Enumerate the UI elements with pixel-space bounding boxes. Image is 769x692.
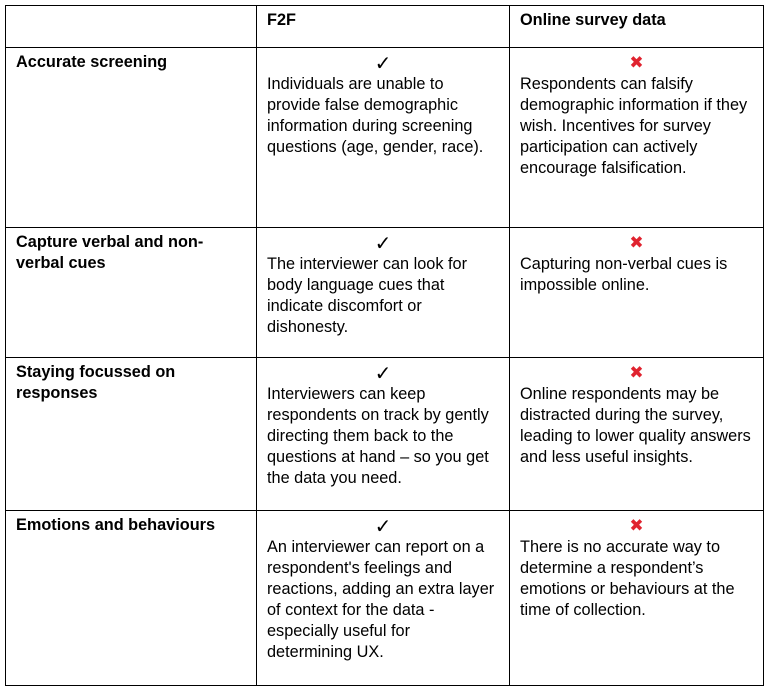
online-cell xyxy=(510,358,764,511)
f2f-cell xyxy=(257,511,510,686)
comparison-table xyxy=(5,5,764,686)
table-row xyxy=(6,511,764,686)
f2f-text: The interviewer can look for body language cues that indicate discomfort or dishonesty. xyxy=(267,255,467,336)
online-text: Capturing non-verbal cues is impossible online. xyxy=(520,255,728,294)
f2f-text: An interviewer can report on a respondent's feelings and reactions, adding an extra layer of context for the data - especially useful for determining UX. xyxy=(267,538,495,661)
cross-icon: ✖ xyxy=(629,516,644,536)
cross-icon: ✖ xyxy=(629,363,644,383)
row-label: Accurate screening xyxy=(6,48,257,228)
cross-icon: ✖ xyxy=(629,53,644,73)
row-label: Staying focussed on responses xyxy=(6,358,257,511)
header-empty-cell xyxy=(6,6,257,48)
f2f-cell xyxy=(257,228,510,358)
table-row xyxy=(6,48,764,228)
online-text: Respondents can falsify demographic information if they wish. Incentives for survey participation can actively encourage falsification. xyxy=(520,75,748,177)
f2f-text: Interviewers can keep respondents on track by gently directing them back to the questions at hand – so you get the data you need. xyxy=(267,385,489,487)
check-icon: ✓ xyxy=(374,514,392,538)
f2f-text: Individuals are unable to provide false demographic information during screening questions (age, gender, race). xyxy=(267,75,484,156)
header-f2f: F2F xyxy=(257,6,510,48)
online-cell xyxy=(510,228,764,358)
cross-icon: ✖ xyxy=(629,233,644,253)
table-row xyxy=(6,228,764,358)
online-text: Online respondents may be distracted during the survey, leading to lower quality answers and less useful insights. xyxy=(520,385,751,466)
f2f-cell xyxy=(257,358,510,511)
check-icon: ✓ xyxy=(374,51,392,75)
header-online-survey: Online survey data xyxy=(510,6,764,48)
table-row xyxy=(6,358,764,511)
check-icon: ✓ xyxy=(374,231,392,255)
online-cell xyxy=(510,48,764,228)
header-row xyxy=(6,6,764,48)
f2f-cell xyxy=(257,48,510,228)
row-label: Capture verbal and non-verbal cues xyxy=(6,228,257,358)
row-label: Emotions and behaviours xyxy=(6,511,257,686)
check-icon: ✓ xyxy=(374,361,392,385)
online-text: There is no accurate way to determine a respondent’s emotions or behaviours at the time of collection. xyxy=(520,538,735,619)
online-cell xyxy=(510,511,764,686)
